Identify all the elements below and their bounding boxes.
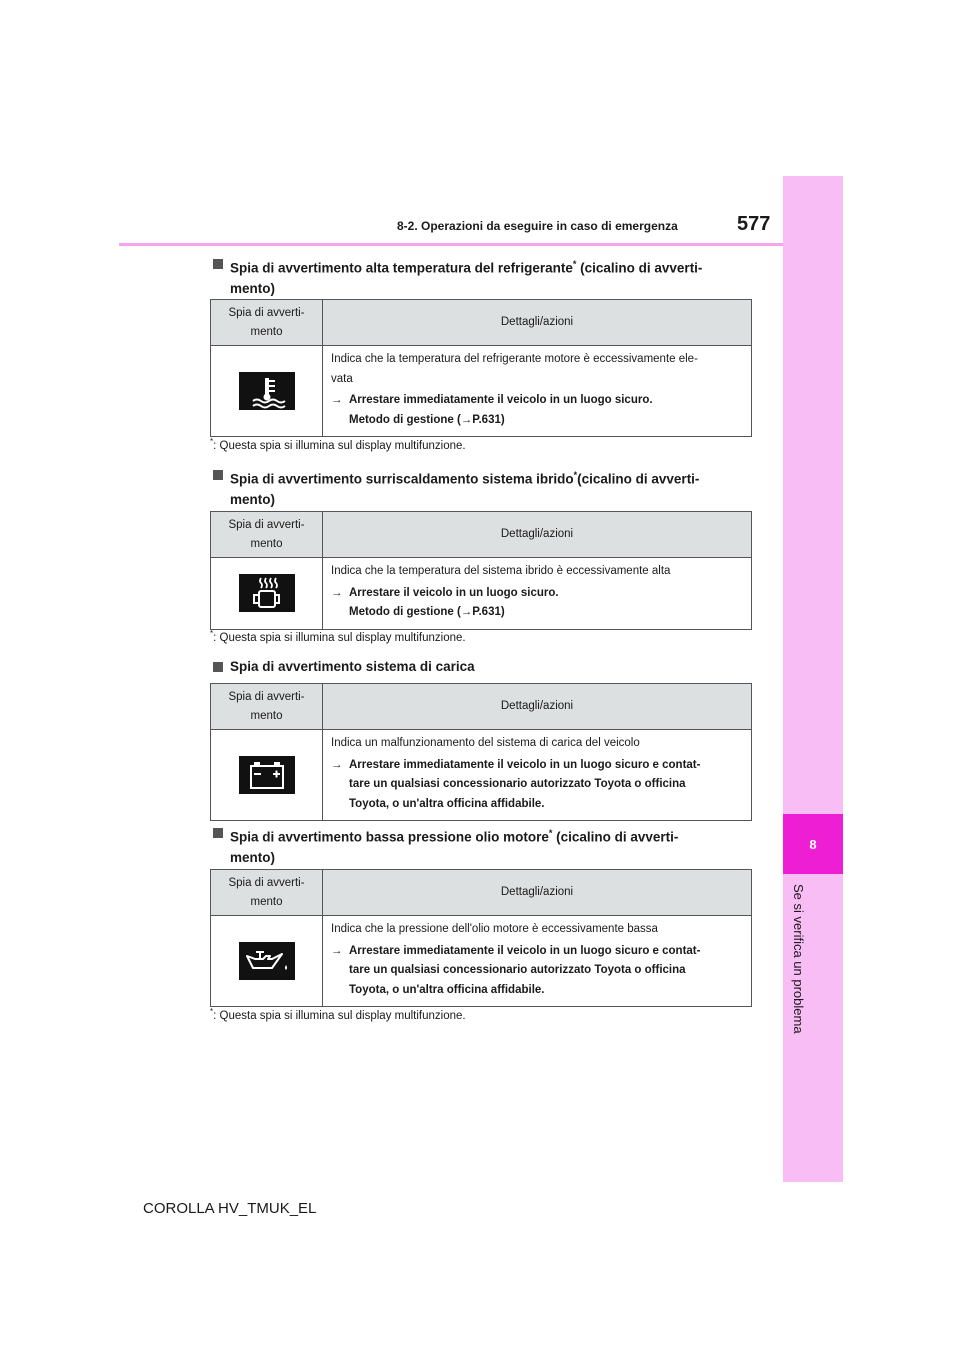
oil-pressure-icon	[239, 942, 295, 980]
col-header-details: Dettagli/azioni	[323, 300, 752, 346]
warning-table-oil	[210, 869, 752, 1007]
coolant-temperature-icon	[239, 372, 295, 410]
action-text: → Arrestare il veicolo in un luogo sicuro.	[331, 584, 743, 604]
icon-cell	[211, 730, 323, 821]
model-code-footer: COROLLA HV_TMUK_EL	[143, 1200, 317, 1217]
bullet-square-icon	[213, 662, 223, 672]
arrow-icon: →	[331, 944, 343, 957]
icon-cell	[211, 558, 323, 630]
battery-icon	[239, 756, 295, 794]
col-header-light: Spia di avverti- mento	[211, 512, 323, 558]
heading-text-rest: (cicalino di avverti-	[552, 829, 679, 845]
warning-table-coolant	[210, 299, 752, 437]
details-cell	[323, 558, 752, 630]
description-text: Indica che la pressione dell'olio motore è eccessivamente bassa	[331, 923, 658, 935]
col-header-details: Dettagli/azioni	[323, 512, 752, 558]
action-text-3: Toyota, o un'altra officina affidabile.	[349, 983, 545, 996]
arrow-icon: →	[331, 586, 343, 599]
page-number: 577	[737, 213, 771, 235]
col-header-light: Spia di avverti- mento	[211, 870, 323, 916]
section-heading-oil	[213, 823, 753, 868]
heading-text-line2: mento)	[230, 280, 275, 296]
heading-text: Spia di avvertimento sistema di carica	[230, 659, 475, 674]
section-heading-hybrid	[213, 465, 753, 510]
footnote-mark: *	[573, 470, 578, 480]
heading-text-line2: mento)	[230, 849, 275, 865]
col-header-light: Spia di avverti- mento	[211, 684, 323, 730]
chapter-number-badge: 8	[783, 814, 843, 874]
description-text: Indica un malfunzionamento del sistema di carica del veicolo	[331, 737, 640, 749]
action-link-text[interactable]: Metodo di gestione (→P.631)	[349, 606, 505, 618]
warning-table-charging	[210, 683, 752, 821]
description-text-2: vata	[331, 372, 353, 385]
footnote-mark: *	[548, 828, 553, 838]
action-text-2: tare un qualsiasi concessionario autorizzato Toyota o officina	[349, 778, 686, 790]
arrow-icon: →	[331, 758, 343, 771]
action-link-text[interactable]: Metodo di gestione (→P.631)	[349, 413, 505, 426]
footnote: *: Questa spia si illumina sul display multifunzione.	[210, 1007, 466, 1022]
action-text: → Arrestare immediatamente il veicolo in un luogo sicuro e contat-	[331, 942, 743, 962]
section-heading-charging	[213, 657, 753, 677]
action-text: → Arrestare immediatamente il veicolo in un luogo sicuro.	[331, 391, 743, 411]
heading-text: Spia di avvertimento alta temperatura del refrigerante	[230, 260, 573, 276]
details-cell	[323, 730, 752, 821]
col-header-details: Dettagli/azioni	[323, 870, 752, 916]
warning-table-hybrid	[210, 511, 752, 630]
hybrid-system-overheat-icon	[239, 574, 295, 612]
action-text-2: tare un qualsiasi concessionario autorizzato Toyota o officina	[349, 964, 686, 976]
section-heading-coolant	[213, 254, 753, 299]
footnote: *: Questa spia si illumina sul display multifunzione.	[210, 437, 466, 452]
chapter-title-vertical: Se si verifica un problema	[791, 884, 806, 1034]
description-text: Indica che la temperatura del refrigerante motore è eccessivamente ele-	[331, 353, 698, 365]
heading-text: Spia di avvertimento surriscaldamento sistema ibrido	[230, 471, 574, 487]
footnote: *: Questa spia si illumina sul display multifunzione.	[210, 629, 466, 644]
details-cell	[323, 346, 752, 437]
icon-cell	[211, 346, 323, 437]
footnote-mark: *	[572, 259, 577, 269]
arrow-icon: →	[331, 394, 343, 406]
action-text: → Arrestare immediatamente il veicolo in un luogo sicuro e contat-	[331, 756, 743, 776]
col-header-light: Spia di avverti- mento	[211, 300, 323, 346]
bullet-square-icon	[213, 470, 223, 480]
bullet-square-icon	[213, 828, 223, 838]
details-cell	[323, 916, 752, 1007]
col-header-details: Dettagli/azioni	[323, 684, 752, 730]
section-header: 8-2. Operazioni da eseguire in caso di emergenza	[397, 219, 678, 233]
heading-text-rest: (cicalino di avverti-	[576, 260, 703, 276]
header-divider	[119, 243, 783, 246]
heading-text-line2: mento)	[230, 491, 275, 507]
heading-text-rest: (cicalino di avverti-	[577, 471, 700, 487]
bullet-square-icon	[213, 259, 223, 269]
action-text-3: Toyota, o un'altra officina affidabile.	[349, 797, 545, 810]
heading-text: Spia di avvertimento bassa pressione olio motore	[230, 829, 549, 845]
icon-cell	[211, 916, 323, 1007]
description-text: Indica che la temperatura del sistema ibrido è eccessivamente alta	[331, 565, 671, 577]
